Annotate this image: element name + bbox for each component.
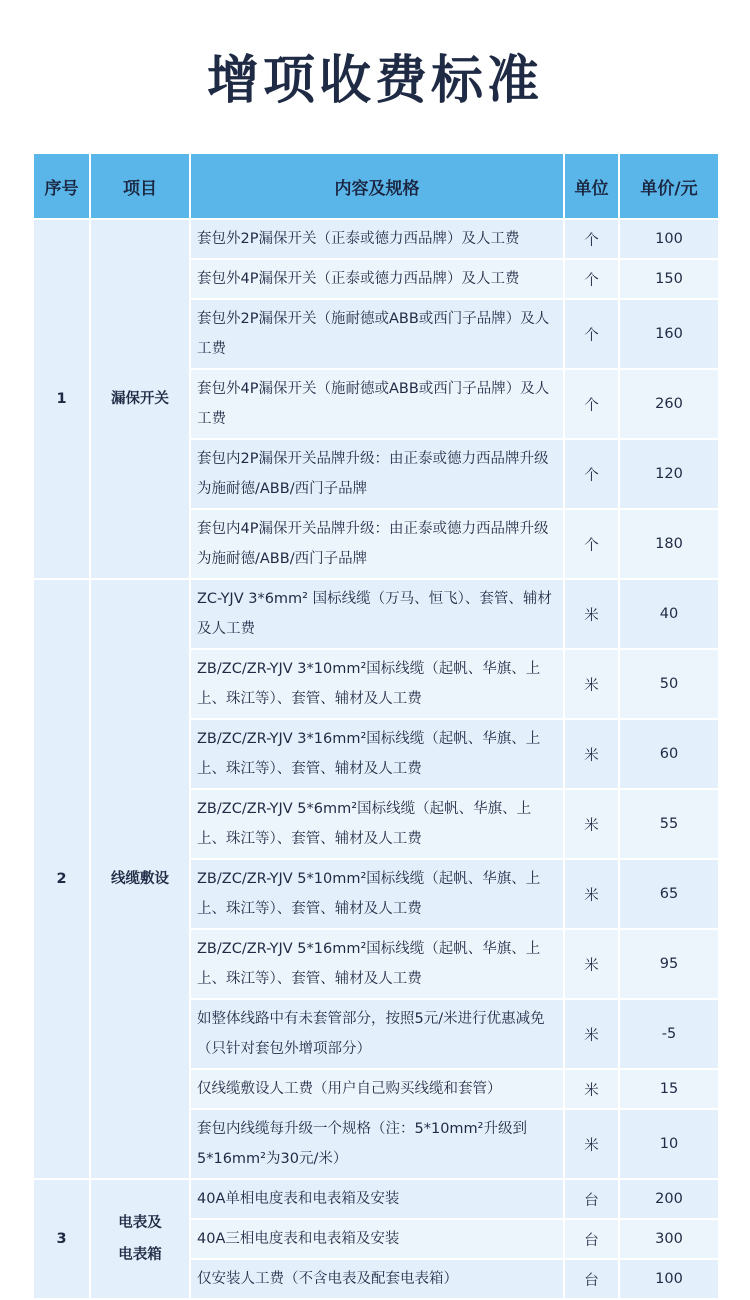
row-spec: 40A单相电度表和电表箱及安装 [190, 1179, 564, 1219]
group-number: 2 [33, 579, 90, 1179]
row-price: 160 [619, 299, 719, 369]
group-name [90, 1179, 190, 1299]
row-price: 95 [619, 929, 719, 999]
row-unit: 米 [564, 1069, 619, 1109]
row-unit: 台 [564, 1219, 619, 1259]
header-item: 项目 [90, 153, 190, 219]
table-row [33, 1179, 719, 1219]
row-price: 200 [619, 1179, 719, 1219]
row-unit: 米 [564, 789, 619, 859]
row-unit: 个 [564, 369, 619, 439]
row-unit: 台 [564, 1259, 619, 1299]
group-number: 3 [33, 1179, 90, 1299]
row-price: 150 [619, 259, 719, 299]
row-spec: 套包外4P漏保开关（正泰或德力西品牌）及人工费 [190, 259, 564, 299]
row-price: 55 [619, 789, 719, 859]
row-price: 100 [619, 1259, 719, 1299]
row-spec: ZC-YJV 3*6mm² 国标线缆（万马、恒飞）、套管、辅材及人工费 [190, 579, 564, 649]
header-spec: 内容及规格 [190, 153, 564, 219]
row-unit: 个 [564, 439, 619, 509]
row-price: 100 [619, 219, 719, 259]
row-price: 15 [619, 1069, 719, 1109]
row-price: 60 [619, 719, 719, 789]
row-price: 300 [619, 1219, 719, 1259]
row-spec: 套包内4P漏保开关品牌升级：由正泰或德力西品牌升级为施耐德/ABB/西门子品牌 [190, 509, 564, 579]
row-spec: ZB/ZC/ZR-YJV 5*10mm²国标线缆（起帆、华旗、上上、珠江等）、套管、辅材及人工费 [190, 859, 564, 929]
row-spec: 40A三相电度表和电表箱及安装 [190, 1219, 564, 1259]
row-price: 65 [619, 859, 719, 929]
header-unit: 单位 [564, 153, 619, 219]
row-price: 10 [619, 1109, 719, 1179]
row-price: 260 [619, 369, 719, 439]
row-unit: 米 [564, 859, 619, 929]
row-price: 50 [619, 649, 719, 719]
row-spec: ZB/ZC/ZR-YJV 3*10mm²国标线缆（起帆、华旗、上上、珠江等）、套管、辅材及人工费 [190, 649, 564, 719]
row-unit: 个 [564, 299, 619, 369]
row-unit: 台 [564, 1179, 619, 1219]
row-price: 120 [619, 439, 719, 509]
row-unit: 米 [564, 719, 619, 789]
table-row [33, 579, 719, 649]
row-spec: 如整体线路中有未套管部分，按照5元/米进行优惠减免（只针对套包外增项部分） [190, 999, 564, 1069]
row-unit: 米 [564, 649, 619, 719]
row-spec: 套包外2P漏保开关（施耐德或ABB或西门子品牌）及人工费 [190, 299, 564, 369]
row-spec: 套包外2P漏保开关（正泰或德力西品牌）及人工费 [190, 219, 564, 259]
fee-table [32, 152, 720, 1300]
header-no: 序号 [33, 153, 90, 219]
row-unit: 米 [564, 1109, 619, 1179]
row-spec: ZB/ZC/ZR-YJV 5*6mm²国标线缆（起帆、华旗、上上、珠江等）、套管、辅材及人工费 [190, 789, 564, 859]
row-price: 40 [619, 579, 719, 649]
group-name: 漏保开关 [90, 219, 190, 579]
row-price: -5 [619, 999, 719, 1069]
table-header-row [33, 153, 719, 219]
group-name-line2: 电表箱 [118, 1247, 162, 1263]
row-spec: 套包外4P漏保开关（施耐德或ABB或西门子品牌）及人工费 [190, 369, 564, 439]
row-spec: 仅安装人工费（不含电表及配套电表箱） [190, 1259, 564, 1299]
group-number: 1 [33, 219, 90, 579]
header-price: 单价/元 [619, 153, 719, 219]
row-price: 180 [619, 509, 719, 579]
row-spec: 套包内2P漏保开关品牌升级：由正泰或德力西品牌升级为施耐德/ABB/西门子品牌 [190, 439, 564, 509]
row-spec: ZB/ZC/ZR-YJV 3*16mm²国标线缆（起帆、华旗、上上、珠江等）、套管、辅材及人工费 [190, 719, 564, 789]
group-name-line1: 电表及 [118, 1215, 162, 1231]
table-row [33, 219, 719, 259]
row-unit: 米 [564, 579, 619, 649]
row-unit: 米 [564, 999, 619, 1069]
row-unit: 个 [564, 509, 619, 579]
row-unit: 个 [564, 259, 619, 299]
row-spec: 仅线缆敷设人工费（用户自己购买线缆和套管） [190, 1069, 564, 1109]
row-unit: 个 [564, 219, 619, 259]
row-unit: 米 [564, 929, 619, 999]
group-name: 线缆敷设 [90, 579, 190, 1179]
page-title: 增项收费标准 [206, 51, 543, 111]
row-spec: 套包内线缆每升级一个规格（注：5*10mm²升级到5*16mm²为30元/米） [190, 1109, 564, 1179]
row-spec: ZB/ZC/ZR-YJV 5*16mm²国标线缆（起帆、华旗、上上、珠江等）、套管、辅材及人工费 [190, 929, 564, 999]
